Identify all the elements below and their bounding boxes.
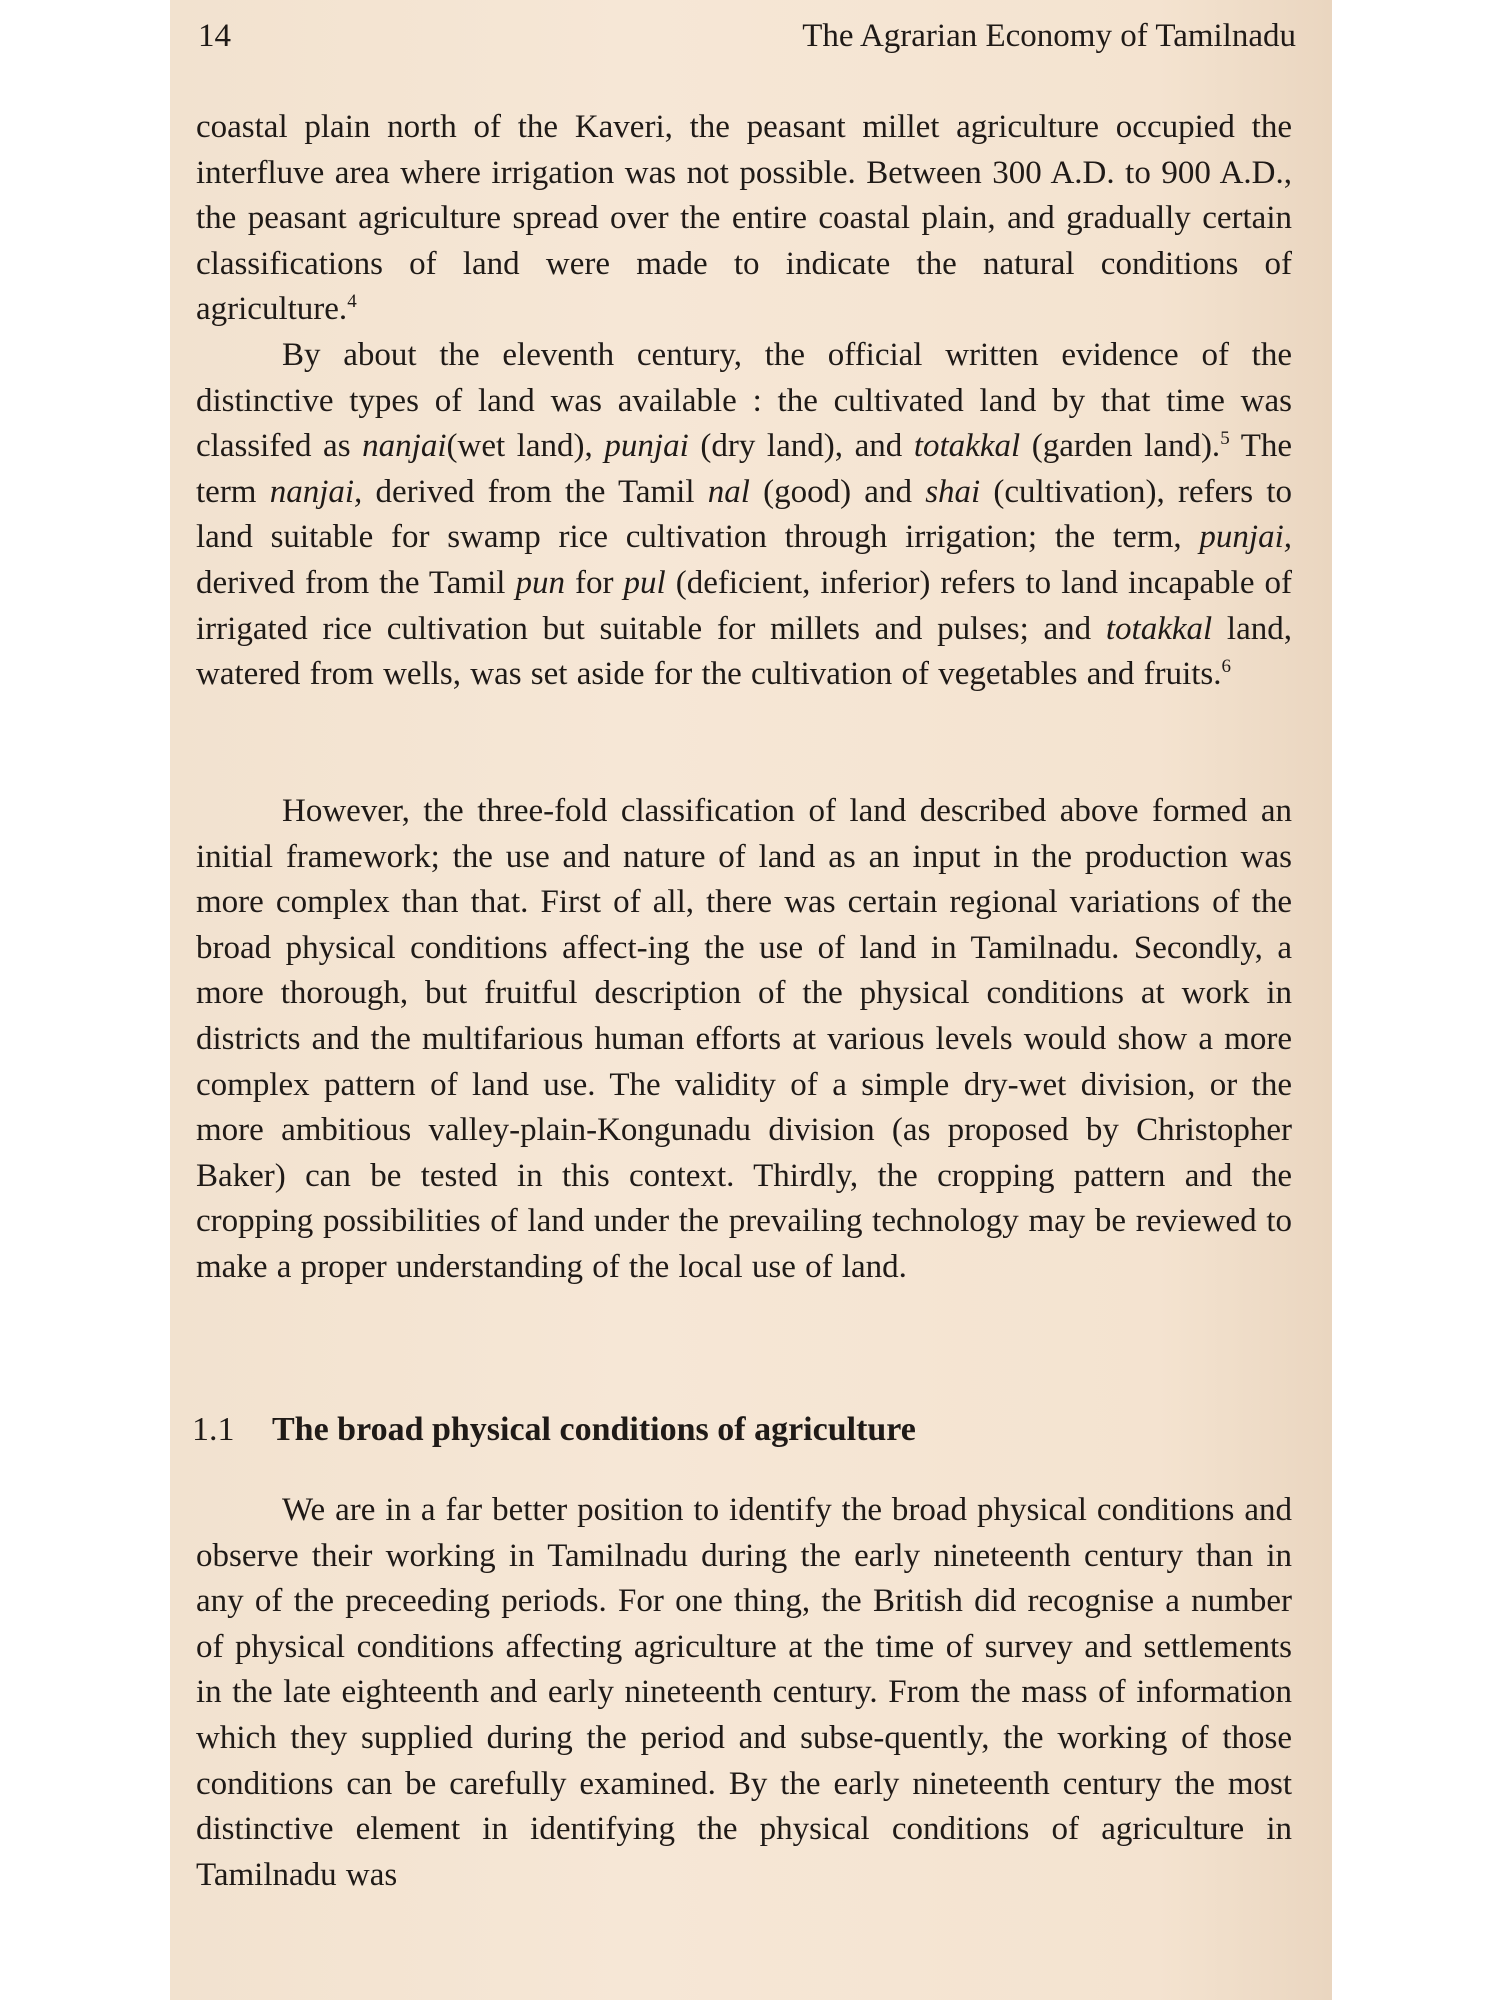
book-page [170, 0, 1332, 2000]
section-title: The broad physical conditions of agriculture [272, 1411, 916, 1448]
text-run: By about the eleventh century, the official written evidence of the distinctive types of land was available : the cultivated land by that time was classifed as [196, 337, 1292, 465]
section-heading [192, 1411, 1292, 1449]
footnote-ref-5: 5 [1220, 428, 1230, 450]
paragraph-3-text: However, the three-fold classification of land described above formed an initial framework; the use and nature of land as an input in the production was more complex than that. First of all, there was certain regional variations of the broad physical conditions affect-ing the use of land in Tamilnadu. Secondly, a more thorough, but fruitful description of the physical conditions at work in districts and the multifarious human efforts at various levels would show a more complex pattern of land use. The validity of a simple dry-wet division, or the more ambitious valley-plain-Kongunadu division (as proposed by Christopher Baker) can be tested in this context. Thirdly, the cropping pattern and the cropping possibilities of land under the prevailing technology may be reviewed to make a proper understanding of the local use of land. [196, 793, 1292, 1285]
text-run: (good) and [749, 473, 926, 510]
section-number: 1.1 [192, 1411, 235, 1448]
text-run: land, watered from wells, was set aside for the cultivation of vegetables and fruits. [196, 610, 1292, 693]
text-run: (cultivation), refers to land suitable for swamp rice cultivation through irrigation; the term, [196, 473, 1292, 556]
text-run: derived from the Tamil [362, 473, 708, 510]
paragraph-4-text: We are in a far better position to identify the broad physical conditions and observe their working in Tamilnadu during the early nineteenth century than in any of the preceeding periods. For one thing, the British did recognise a number of physical conditions affecting agriculture at the time of survey and settlements in the late eighteenth and early nineteenth century. From the mass of information which they supplied during the period and subse-quently, the working of those conditions can be carefully examined. By the early nineteenth century the most distinctive element in identifying the physical conditions of agriculture in Tamilnadu was [196, 1492, 1292, 1893]
text-run: The term [196, 428, 1292, 510]
paragraph-2 [196, 333, 1292, 698]
term-totakkal: totakkal [1105, 610, 1213, 647]
paragraph-4 [196, 1488, 1292, 1898]
paragraph-1 [196, 105, 1292, 333]
term-pul: pul [623, 564, 666, 601]
text-run: (wet land), [446, 428, 605, 465]
page-header [198, 14, 1296, 60]
paragraph-3 [196, 789, 1292, 1291]
paragraph-1-text: coastal plain north of the Kaveri, the peasant millet agriculture occupied the interfluve area where irrigation was not possible. Between 300 A.D. to 900 A.D., the peasant agriculture spread over the entire coastal plain, and gradually certain classifications of land were made to indicate the natural conditions of agriculture. [196, 109, 1292, 328]
term-punjai: punjai, [1199, 519, 1292, 556]
term-shai: shai [925, 473, 981, 510]
footnote-ref-4: 4 [347, 291, 357, 313]
page-number: 14 [198, 18, 231, 54]
term-nal: nal [707, 473, 750, 510]
footnote-ref-6: 6 [1221, 656, 1232, 678]
term-nanjai: nanjai, [269, 473, 363, 510]
text-run: (garden land). [1020, 428, 1221, 465]
term-nanjai: nanjai [362, 428, 447, 465]
text-run: (dry land), and [688, 428, 914, 465]
text-run: for [564, 564, 624, 601]
text-run: derived from the Tamil [196, 564, 516, 601]
term-totakkal: totakkal [913, 428, 1021, 465]
running-title: The Agrarian Economy of Tamilnadu [802, 18, 1296, 54]
term-punjai: punjai [604, 428, 689, 465]
text-run: (deficient, inferior) refers to land incapable of irrigated rice cultivation but suitable for millets and pulses; and [196, 564, 1292, 647]
term-pun: pun [515, 564, 565, 601]
